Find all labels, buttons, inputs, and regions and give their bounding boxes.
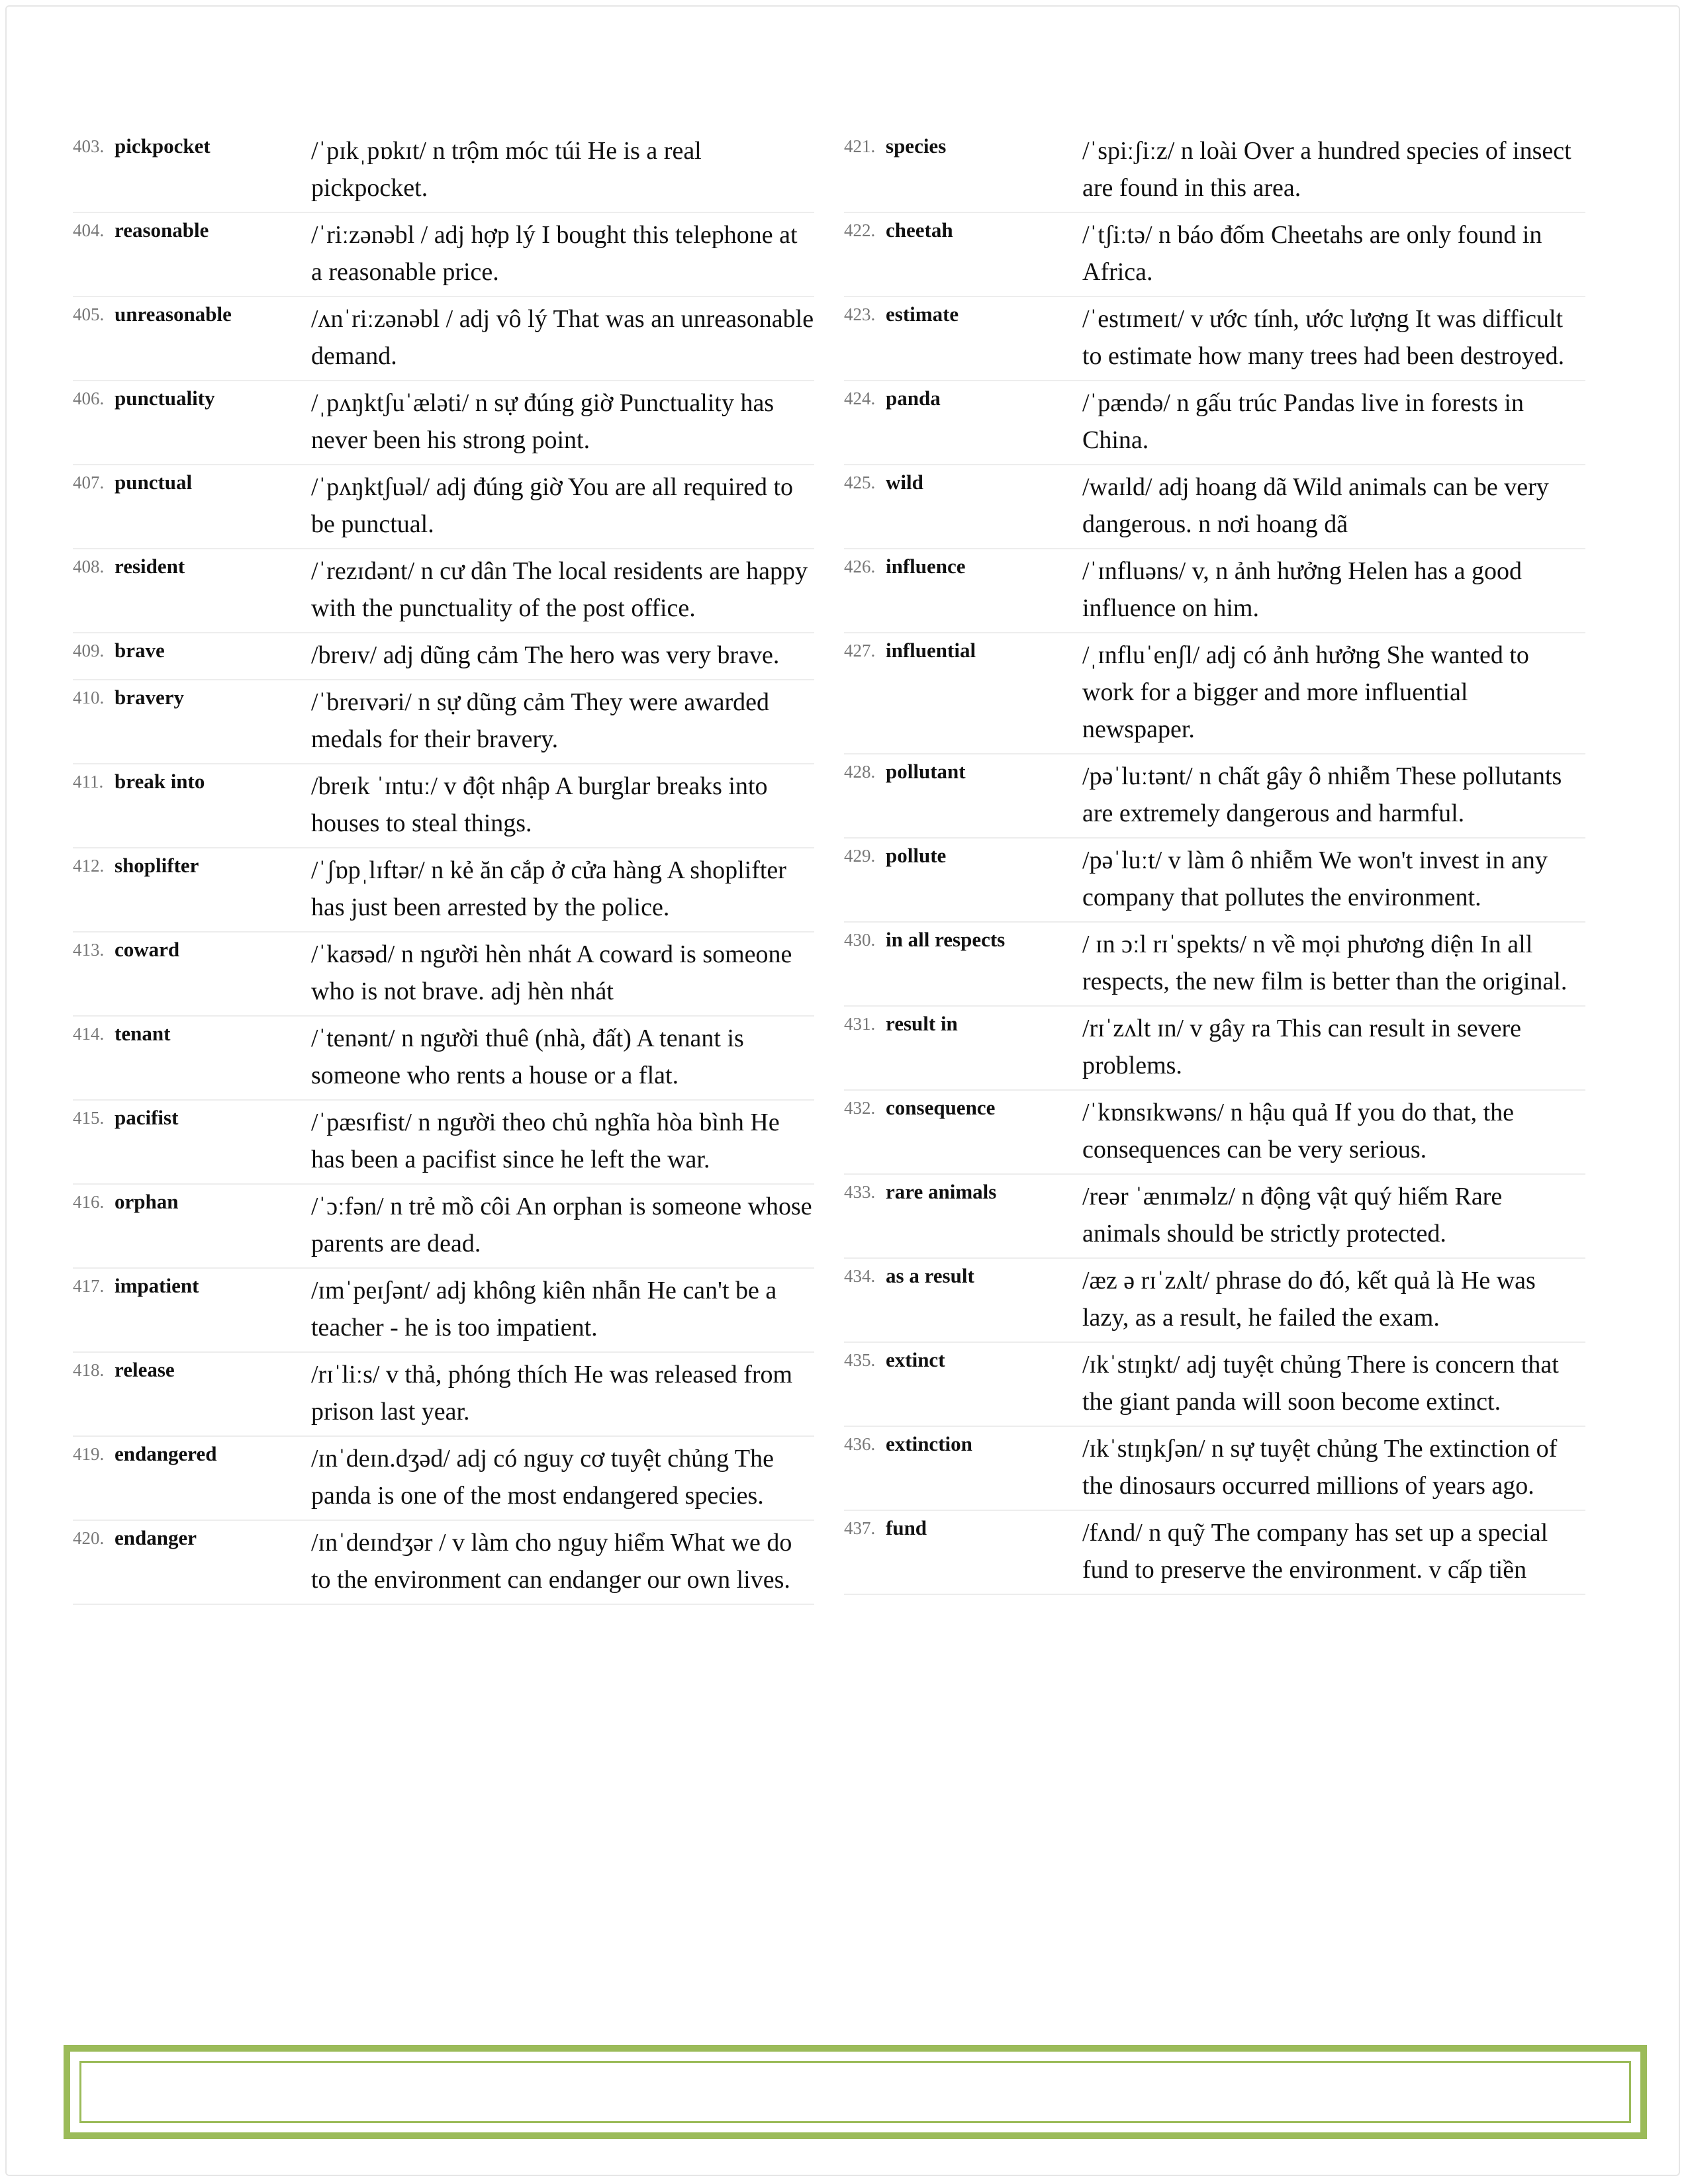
vocab-entry <box>73 1269 814 1353</box>
entry-number: 416. <box>73 1192 105 1212</box>
left-column <box>73 129 814 1605</box>
entry-word: reasonable <box>115 218 209 242</box>
footer-inner-frame <box>79 2061 1631 2123</box>
entry-word: brave <box>115 639 165 662</box>
entry-word: extinct <box>886 1348 945 1371</box>
vocab-entry <box>844 923 1585 1007</box>
vocab-entry <box>844 1343 1585 1427</box>
entry-word: tenant <box>115 1022 171 1045</box>
entry-number: 420. <box>73 1528 105 1548</box>
entry-definition: /ɪnˈdeɪn.dʒəd/ adj có nguy cơ tuyệt chủng The panda is one of the most endangered species. <box>311 1445 774 1510</box>
entry-word: result in <box>886 1012 958 1035</box>
vocab-entry <box>844 213 1585 297</box>
vocab-entry <box>73 848 814 933</box>
vocab-entry <box>844 1091 1585 1175</box>
entry-word: impatient <box>115 1274 199 1297</box>
entry-definition: /waɪld/ adj hoang dã Wild animals can be very dangerous. n nơi hoang dã <box>1082 473 1549 538</box>
entry-definition: /ʌnˈriːzənəbl / adj vô lý That was an unreasonable demand. <box>311 305 814 370</box>
entry-number: 437. <box>844 1518 876 1538</box>
entry-number: 409. <box>73 641 105 660</box>
right-column <box>844 129 1585 1595</box>
entry-word: panda <box>886 387 941 410</box>
entry-number: 436. <box>844 1434 876 1454</box>
vocab-entry <box>73 633 814 680</box>
entry-number: 413. <box>73 940 105 960</box>
vocab-entry <box>73 213 814 297</box>
entry-word: shoplifter <box>115 854 199 877</box>
entry-word: bravery <box>115 686 185 709</box>
entry-number: 406. <box>73 388 105 408</box>
entry-definition: /ˈkɒnsɪkwəns/ n hậu quả If you do that, the consequences can be very serious. <box>1082 1099 1515 1163</box>
vocab-entry <box>73 381 814 465</box>
vocab-entry <box>844 1511 1585 1595</box>
entry-word: estimate <box>886 302 959 326</box>
vocab-entry <box>844 465 1585 549</box>
footer-frame <box>64 2045 1647 2139</box>
entry-definition: /ˈrezɪdənt/ n cư dân The local residents are happy with the punctuality of the post office. <box>311 557 808 622</box>
vocab-entry <box>844 839 1585 923</box>
entry-definition: /ˈɪnfluəns/ v, n ảnh hưởng Helen has a good influence on him. <box>1082 557 1523 622</box>
entry-word: species <box>886 134 947 158</box>
entry-definition: /ɪkˈstɪŋkt/ adj tuyệt chủng There is concern that the giant panda will soon become extinct. <box>1082 1351 1559 1416</box>
entry-definition: /ˈpʌŋktʃuəl/ adj đúng giờ You are all required to be punctual. <box>311 473 794 538</box>
vocab-entry <box>844 381 1585 465</box>
vocab-entry <box>73 1353 814 1437</box>
entry-definition: /rɪˈliːs/ v thả, phóng thích He was released from prison last year. <box>311 1361 793 1426</box>
entry-word: influential <box>886 639 976 662</box>
vocab-entry <box>73 549 814 633</box>
entry-word: rare animals <box>886 1180 997 1203</box>
entry-definition: /ˈɔːfən/ n trẻ mồ côi An orphan is someone whose parents are dead. <box>311 1193 812 1257</box>
entry-word: release <box>115 1358 175 1381</box>
vocab-entry <box>844 754 1585 839</box>
entry-definition: /breɪk ˈɪntuː/ v đột nhập A burglar breaks into houses to steal things. <box>311 772 768 837</box>
entry-number: 404. <box>73 220 105 240</box>
vocab-entry <box>844 549 1585 633</box>
entry-number: 429. <box>844 846 876 866</box>
entry-definition: /ˈpændə/ n gấu trúc Pandas live in forests in China. <box>1082 389 1524 454</box>
entry-number: 421. <box>844 136 876 156</box>
entry-number: 414. <box>73 1024 105 1044</box>
entry-number: 423. <box>844 304 876 324</box>
vocab-entry <box>73 1437 814 1521</box>
entry-word: unreasonable <box>115 302 232 326</box>
entry-definition: /ˌpʌŋktʃuˈæləti/ n sự đúng giờ Punctuality has never been his strong point. <box>311 389 774 454</box>
entry-definition: /ˌɪnfluˈenʃl/ adj có ảnh hưởng She wanted to work for a bigger and more influential newspaper. <box>1082 641 1529 743</box>
entry-number: 427. <box>844 641 876 660</box>
entry-number: 422. <box>844 220 876 240</box>
entry-definition: / ɪn ɔːl rɪˈspekts/ n về mọi phương diện In all respects, the new film is better than the original. <box>1082 931 1568 995</box>
vocab-entry <box>73 680 814 764</box>
entry-definition: /ˈpæsɪfist/ n người theo chủ nghĩa hòa bình He has been a pacifist since he left the war. <box>311 1109 780 1173</box>
entry-word: coward <box>115 938 180 961</box>
entry-word: in all respects <box>886 928 1006 951</box>
entry-number: 417. <box>73 1276 105 1296</box>
entry-number: 424. <box>844 388 876 408</box>
entry-number: 410. <box>73 688 105 707</box>
entry-word: fund <box>886 1516 927 1539</box>
entry-number: 411. <box>73 772 104 792</box>
entry-definition: /ˈpɪkˌpɒkɪt/ n trộm móc túi He is a real pickpocket. <box>311 137 702 202</box>
entry-word: cheetah <box>886 218 953 242</box>
vocab-entry <box>844 1427 1585 1511</box>
entry-number: 405. <box>73 304 105 324</box>
entry-number: 418. <box>73 1360 105 1380</box>
entry-definition: /rɪˈzʌlt ɪn/ v gây ra This can result in severe problems. <box>1082 1015 1522 1079</box>
entry-word: orphan <box>115 1190 179 1213</box>
vocab-entry <box>73 465 814 549</box>
entry-definition: /æz ə rɪˈzʌlt/ phrase do đó, kết quả là He was lazy, as a result, he failed the exam. <box>1082 1267 1536 1332</box>
entry-definition: /ɪmˈpeɪʃənt/ adj không kiên nhẫn He can't be a teacher - he is too impatient. <box>311 1277 777 1342</box>
entry-definition: /ˈtenənt/ n người thuê (nhà, đất) A tenant is someone who rents a house or a flat. <box>311 1024 744 1089</box>
entry-number: 432. <box>844 1098 876 1118</box>
entry-definition: /ˈspiːʃiːz/ n loài Over a hundred species of insect are found in this area. <box>1082 137 1571 202</box>
entry-number: 425. <box>844 473 876 492</box>
entry-word: punctuality <box>115 387 215 410</box>
entry-number: 419. <box>73 1444 105 1464</box>
vocab-entry <box>844 633 1585 754</box>
vocab-entry <box>844 1007 1585 1091</box>
vocab-entry <box>73 297 814 381</box>
entry-number: 426. <box>844 557 876 576</box>
entry-word: extinction <box>886 1432 972 1455</box>
entry-word: break into <box>115 770 205 793</box>
entry-number: 415. <box>73 1108 105 1128</box>
entry-word: wild <box>886 471 923 494</box>
entry-number: 433. <box>844 1182 876 1202</box>
entry-word: pollutant <box>886 760 966 783</box>
entry-definition: /ˈʃɒpˌlɪftər/ n kẻ ăn cắp ở cửa hàng A shoplifter has just been arrested by the police. <box>311 856 786 921</box>
entry-word: punctual <box>115 471 193 494</box>
entry-definition: /ˈtʃiːtə/ n báo đốm Cheetahs are only found in Africa. <box>1082 221 1542 286</box>
entry-word: consequence <box>886 1096 996 1119</box>
entry-definition: /ˈkaʊəd/ n người hèn nhát A coward is someone who is not brave. adj hèn nhát <box>311 940 792 1005</box>
entry-word: influence <box>886 555 966 578</box>
entry-word: as a result <box>886 1264 974 1287</box>
entry-number: 408. <box>73 557 105 576</box>
entry-number: 434. <box>844 1266 876 1286</box>
entry-number: 430. <box>844 930 876 950</box>
entry-definition: /ɪnˈdeɪndʒər / v làm cho nguy hiểm What we do to the environment can endanger our own lives. <box>311 1529 792 1594</box>
vocab-entry <box>73 1017 814 1101</box>
entry-word: pacifist <box>115 1106 179 1129</box>
entry-word: pollute <box>886 844 947 867</box>
entry-word: endanger <box>115 1526 197 1549</box>
vocab-entry <box>73 129 814 213</box>
vocab-entry <box>73 1185 814 1269</box>
vocab-entry <box>73 764 814 848</box>
vocab-entry <box>844 297 1585 381</box>
entry-number: 412. <box>73 856 105 876</box>
vocab-entry <box>844 129 1585 213</box>
entry-definition: /breɪv/ adj dũng cảm The hero was very brave. <box>311 641 780 669</box>
entry-word: pickpocket <box>115 134 211 158</box>
vocab-entry <box>73 1521 814 1605</box>
vocab-entry <box>844 1259 1585 1343</box>
entry-definition: /ɪkˈstɪŋkʃən/ n sự tuyệt chủng The extinction of the dinosaurs occurred millions of years ago. <box>1082 1435 1558 1500</box>
entry-number: 407. <box>73 473 105 492</box>
entry-word: endangered <box>115 1442 217 1465</box>
vocab-entry <box>73 933 814 1017</box>
entry-definition: /ˈestɪmeɪt/ v ước tính, ước lượng It was difficult to estimate how many trees had been destroyed. <box>1082 305 1565 370</box>
vocab-entry <box>844 1175 1585 1259</box>
entry-number: 428. <box>844 762 876 782</box>
entry-definition: /pəˈluːt/ v làm ô nhiễm We won't invest in any company that pollutes the environment. <box>1082 846 1548 911</box>
entry-number: 403. <box>73 136 105 156</box>
entry-definition: /pəˈluːtənt/ n chất gây ô nhiễm These pollutants are extremely dangerous and harmful. <box>1082 762 1562 827</box>
entry-definition: /fʌnd/ n quỹ The company has set up a special fund to preserve the environment. v cấp tiền <box>1082 1519 1548 1584</box>
entry-number: 431. <box>844 1014 876 1034</box>
vocab-entry <box>73 1101 814 1185</box>
entry-definition: /ˈbreɪvəri/ n sự dũng cảm They were awarded medals for their bravery. <box>311 688 770 753</box>
entry-definition: /reər ˈænɪməlz/ n động vật quý hiếm Rare animals should be strictly protected. <box>1082 1183 1503 1248</box>
entry-number: 435. <box>844 1350 876 1370</box>
entry-definition: /ˈriːzənəbl / adj hợp lý I bought this telephone at a reasonable price. <box>311 221 798 286</box>
entry-word: resident <box>115 555 185 578</box>
